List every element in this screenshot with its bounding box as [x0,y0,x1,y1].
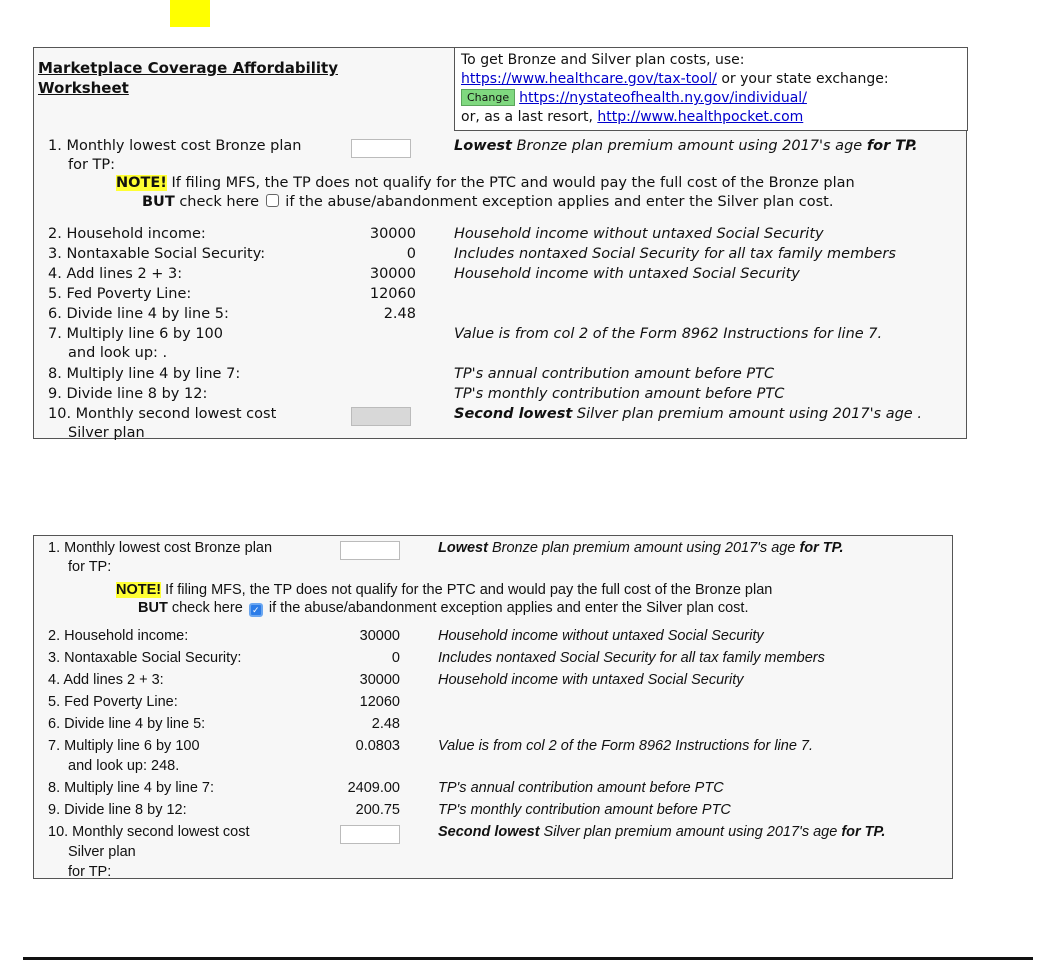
line-4-value: 30000 [369,266,416,282]
line-1-label-cont: for TP: [68,559,112,575]
desc-bold: Second lowest [454,406,573,422]
desc-text: TP's monthly contribution amount before PTC [454,386,785,402]
line-10-label-cont2: for TP: [68,864,112,880]
line-5-label: 5. Fed Poverty Line: [48,694,178,710]
line-2-description [438,628,764,644]
line-5-value: 12060 [359,694,400,710]
line-6-label: 6. Divide line 4 by line 5: [48,716,206,732]
note-text-2: if the abuse/abandonment exception applies and enter the Silver plan cost. [264,600,749,616]
line-9-label: 9. Divide line 8 by 12: [48,802,187,818]
ny-state-of-health-link[interactable]: https://nystateofhealth.ny.gov/individual/ [519,90,807,106]
line-5-label: 5. Fed Poverty Line: [48,286,192,302]
line-4-label: 4. Add lines 2 + 3: [48,266,183,282]
healthcare-tax-tool-link[interactable]: https://www.healthcare.gov/tax-tool/ [461,71,717,87]
line-3-label: 3. Nontaxable Social Security: [48,650,242,666]
line-9-value: 200.75 [355,802,400,818]
line-7-description [438,738,813,754]
mfs-note-line [116,175,855,191]
desc-bold-end: for TP. [799,540,844,556]
note-highlight: NOTE! [116,175,167,191]
line-10-label-cont: Silver plan [68,844,136,860]
line-10-description [438,824,885,840]
desc-bold-end: for TP. [866,138,918,154]
abuse-exception-line [138,600,748,617]
line-3-description [438,650,825,666]
desc-text: Household income with untaxed Social Security [438,672,744,688]
line-7-label: 7. Multiply line 6 by 100 [48,326,223,342]
line-3-label: 3. Nontaxable Social Security: [48,246,266,262]
line-10-label-cont: Silver plan [68,425,145,441]
line-1-label-cont: for TP: [68,157,116,173]
desc-text: TP's monthly contribution amount before PTC [438,802,731,818]
healthpocket-link[interactable]: http://www.healthpocket.com [597,109,804,125]
worksheet-title: Marketplace Coverage Affordability Worksheet [38,59,338,97]
worksheet-panel-before [33,47,967,439]
line-10-input[interactable] [351,407,411,426]
info-prefix: or, as a last resort, [461,109,598,125]
abuse-exception-checkbox[interactable] [266,194,279,207]
info-suffix: or your state exchange: [716,71,889,87]
desc-bold: Lowest [454,138,512,154]
desc-text: Includes nontaxed Social Security for all tax family members [438,650,825,666]
desc-text: Value is from col 2 of the Form 8962 Instructions for line 7. [438,738,814,754]
yellow-highlight-mark [170,0,210,27]
line-10-label: 10. Monthly second lowest cost [48,824,250,840]
desc-text: Household income without untaxed Social Security [438,628,764,644]
line-8-label: 8. Multiply line 4 by line 7: [48,780,215,796]
line-1-description [438,540,843,556]
desc-text: Value is from col 2 of the Form 8962 Instructions for line 7. [454,326,883,342]
line-2-description [454,226,824,242]
line-2-value: 30000 [369,226,416,242]
desc-text: Silver plan premium amount using 2017's age [539,824,842,840]
line-6-value: 2.48 [383,306,416,322]
line-4-value: 30000 [359,672,400,688]
line-5-value: 12060 [369,286,416,302]
line-9-description [438,802,731,818]
desc-text: Silver plan premium amount using 2017's age . [572,406,922,422]
desc-text: Bronze plan premium amount using 2017's age [487,540,800,556]
line-8-value: 2409.00 [347,780,400,796]
line-2-value: 30000 [359,628,400,644]
line-3-value: 0 [391,650,400,666]
mfs-note-line [116,582,772,598]
line-7-description [454,326,882,342]
line-1-label: 1. Monthly lowest cost Bronze plan [48,138,302,154]
divider-line [23,957,1033,960]
note-check-here: check here [167,600,247,616]
abuse-exception-checkbox[interactable]: ✓ [249,603,263,617]
line-7-label: 7. Multiply line 6 by 100 [48,738,200,754]
line-1-input[interactable] [340,541,400,560]
change-button[interactable]: Change [461,89,515,106]
line-9-label: 9. Divide line 8 by 12: [48,386,208,402]
line-4-description [454,266,800,282]
desc-text: Household income with untaxed Social Security [454,266,800,282]
line-10-label: 10. Monthly second lowest cost [48,406,277,422]
line-2-label: 2. Household income: [48,628,189,644]
line-4-label: 4. Add lines 2 + 3: [48,672,164,688]
line-7-value: 0.0803 [355,738,400,754]
abuse-exception-line [142,194,833,210]
plan-cost-info-box [454,47,968,131]
line-10-description [454,406,922,422]
note-but: BUT [138,600,168,616]
worksheet-panel-after [33,535,953,879]
desc-bold: Lowest [438,540,488,556]
line-6-label: 6. Divide line 4 by line 5: [48,306,229,322]
line-2-label: 2. Household income: [48,226,206,242]
line-8-description [454,366,774,382]
line-1-label: 1. Monthly lowest cost Bronze plan [48,540,273,556]
desc-text: Household income without untaxed Social Security [454,226,824,242]
note-check-here: check here [174,194,264,210]
note-highlight: NOTE! [116,582,162,598]
note-text: If filing MFS, the TP does not qualify for the PTC and would pay the full cost of the Bronze plan [166,175,855,191]
line-6-value: 2.48 [371,716,400,732]
desc-bold: Second lowest [438,824,540,840]
note-text-2: if the abuse/abandonment exception applies and enter the Silver plan cost. [280,194,834,210]
line-8-label: 8. Multiply line 4 by line 7: [48,366,241,382]
line-3-description [454,246,896,262]
line-10-input[interactable] [340,825,400,844]
line-8-description [438,780,724,796]
info-line: To get Bronze and Silver plan costs, use: [461,52,745,68]
desc-text: TP's annual contribution amount before PTC [454,366,775,382]
desc-text: Includes nontaxed Social Security for all tax family members [454,246,896,262]
note-text: If filing MFS, the TP does not qualify for the PTC and would pay the full cost of the Bronze plan [161,582,773,598]
desc-text: TP's annual contribution amount before PTC [438,780,724,796]
line-1-description [454,138,918,154]
line-4-description [438,672,743,688]
note-but: BUT [142,194,175,210]
desc-text: Bronze plan premium amount using 2017's age [512,138,867,154]
line-7-label-cont: and look up: . [68,345,168,361]
line-9-description [454,386,784,402]
line-7-label-cont: and look up: 248. [68,758,180,774]
line-3-value: 0 [406,246,416,262]
line-1-input[interactable] [351,139,411,158]
desc-bold-end: for TP. [841,824,886,840]
